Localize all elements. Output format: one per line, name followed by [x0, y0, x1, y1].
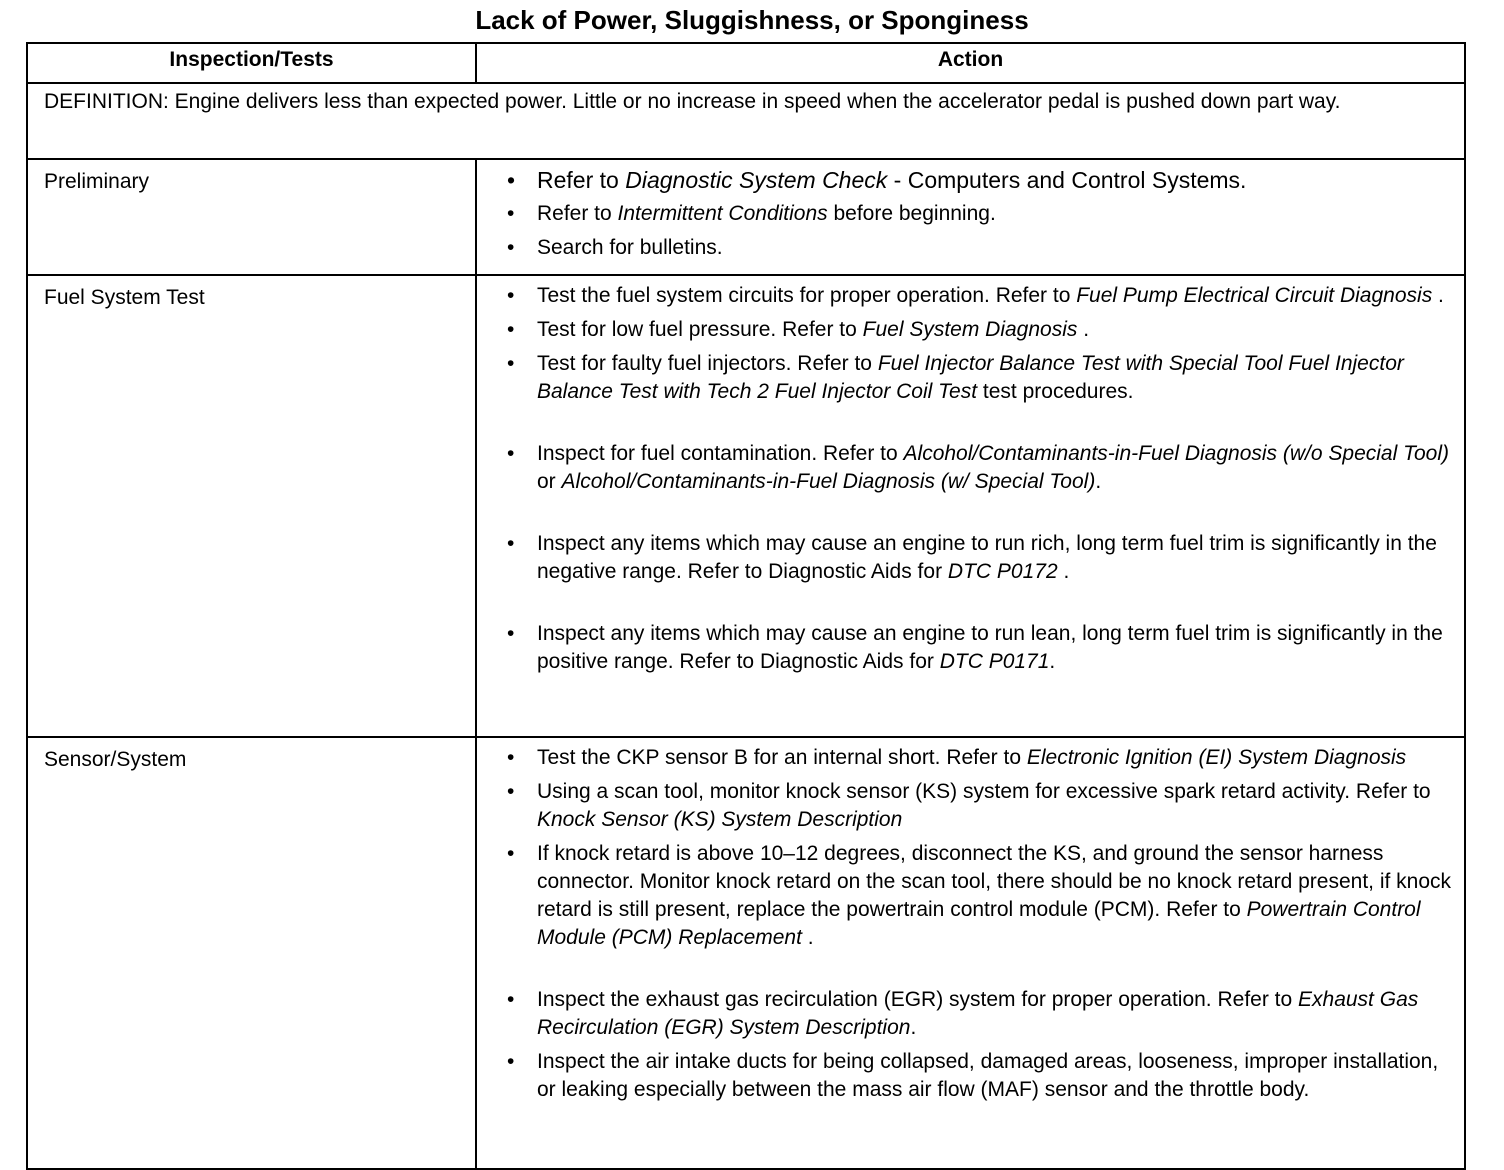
table-row-preliminary	[27, 159, 1465, 275]
definition-text: DEFINITION: Engine delivers less than expected power. Little or no increase in speed when the accelerator pedal is pushed down part way.	[27, 83, 1465, 159]
inspection-label: Fuel System Test	[27, 275, 476, 737]
inspection-label: Sensor/System	[27, 737, 476, 1169]
table-row-fuel-system-test	[27, 275, 1465, 737]
action-item: • Test the CKP sensor B for an internal short. Refer to Electronic Ignition (EI) System Diagnosis	[507, 744, 1454, 772]
definition-row	[27, 83, 1465, 159]
action-item: • Test for low fuel pressure. Refer to Fuel System Diagnosis .	[507, 316, 1454, 344]
action-item: • Inspect the air intake ducts for being collapsed, damaged areas, looseness, improper installation, or leaking especially between the mass air flow (MAF) sensor and the throttle body.	[507, 1048, 1454, 1104]
document-title: Lack of Power, Sluggishness, or Sponginess	[475, 5, 1029, 35]
header-inspection-tests: Inspection/Tests	[27, 43, 476, 83]
action-item: • Inspect the exhaust gas recirculation (EGR) system for proper operation. Refer to Exhaust Gas Recirculation (EGR) System Description.	[507, 986, 1454, 1042]
table-row-sensor-system	[27, 737, 1465, 1169]
header-action: Action	[476, 43, 1465, 83]
action-list	[507, 744, 1454, 1104]
action-item: • Test the fuel system circuits for proper operation. Refer to Fuel Pump Electrical Circuit Diagnosis .	[507, 282, 1454, 310]
action-item: • Search for bulletins.	[507, 234, 1454, 262]
action-cell	[476, 275, 1465, 737]
action-item: • Inspect any items which may cause an engine to run rich, long term fuel trim is significantly in the negative range. Refer to Diagnostic Aids for DTC P0172 .	[507, 530, 1454, 586]
action-list	[507, 166, 1454, 262]
action-cell	[476, 737, 1465, 1169]
action-cell	[476, 159, 1465, 275]
header-row	[27, 43, 1465, 83]
action-item: • Refer to Diagnostic System Check - Computers and Control Systems.	[507, 166, 1454, 194]
action-item: • Refer to Intermittent Conditions before beginning.	[507, 200, 1454, 228]
inspection-label: Preliminary	[27, 159, 476, 275]
action-item: • If knock retard is above 10–12 degrees, disconnect the KS, and ground the sensor harness connector. Monitor knock retard on the scan tool, there should be no knock retard present, if knock retard is still present, replace the powertrain control module (PCM). Refer to Powertrain Control Module (PCM) Replacement .	[507, 840, 1454, 952]
action-item: • Inspect any items which may cause an engine to run lean, long term fuel trim is significantly in the positive range. Refer to Diagnostic Aids for DTC P0171.	[507, 620, 1454, 676]
action-list	[507, 282, 1454, 676]
action-item: • Using a scan tool, monitor knock sensor (KS) system for excessive spark retard activity. Refer to Knock Sensor (KS) System Description	[507, 778, 1454, 834]
action-item: • Test for faulty fuel injectors. Refer to Fuel Injector Balance Test with Special Tool Fuel Injector Balance Test with Tech 2 Fuel Injector Coil Test test procedures.	[507, 350, 1454, 406]
action-item: • Inspect for fuel contamination. Refer to Alcohol/Contaminants-in-Fuel Diagnosis (w/o Special Tool) or Alcohol/Contaminants-in-Fuel Diagnosis (w/ Special Tool).	[507, 440, 1454, 496]
diagnostic-table	[26, 42, 1466, 1170]
